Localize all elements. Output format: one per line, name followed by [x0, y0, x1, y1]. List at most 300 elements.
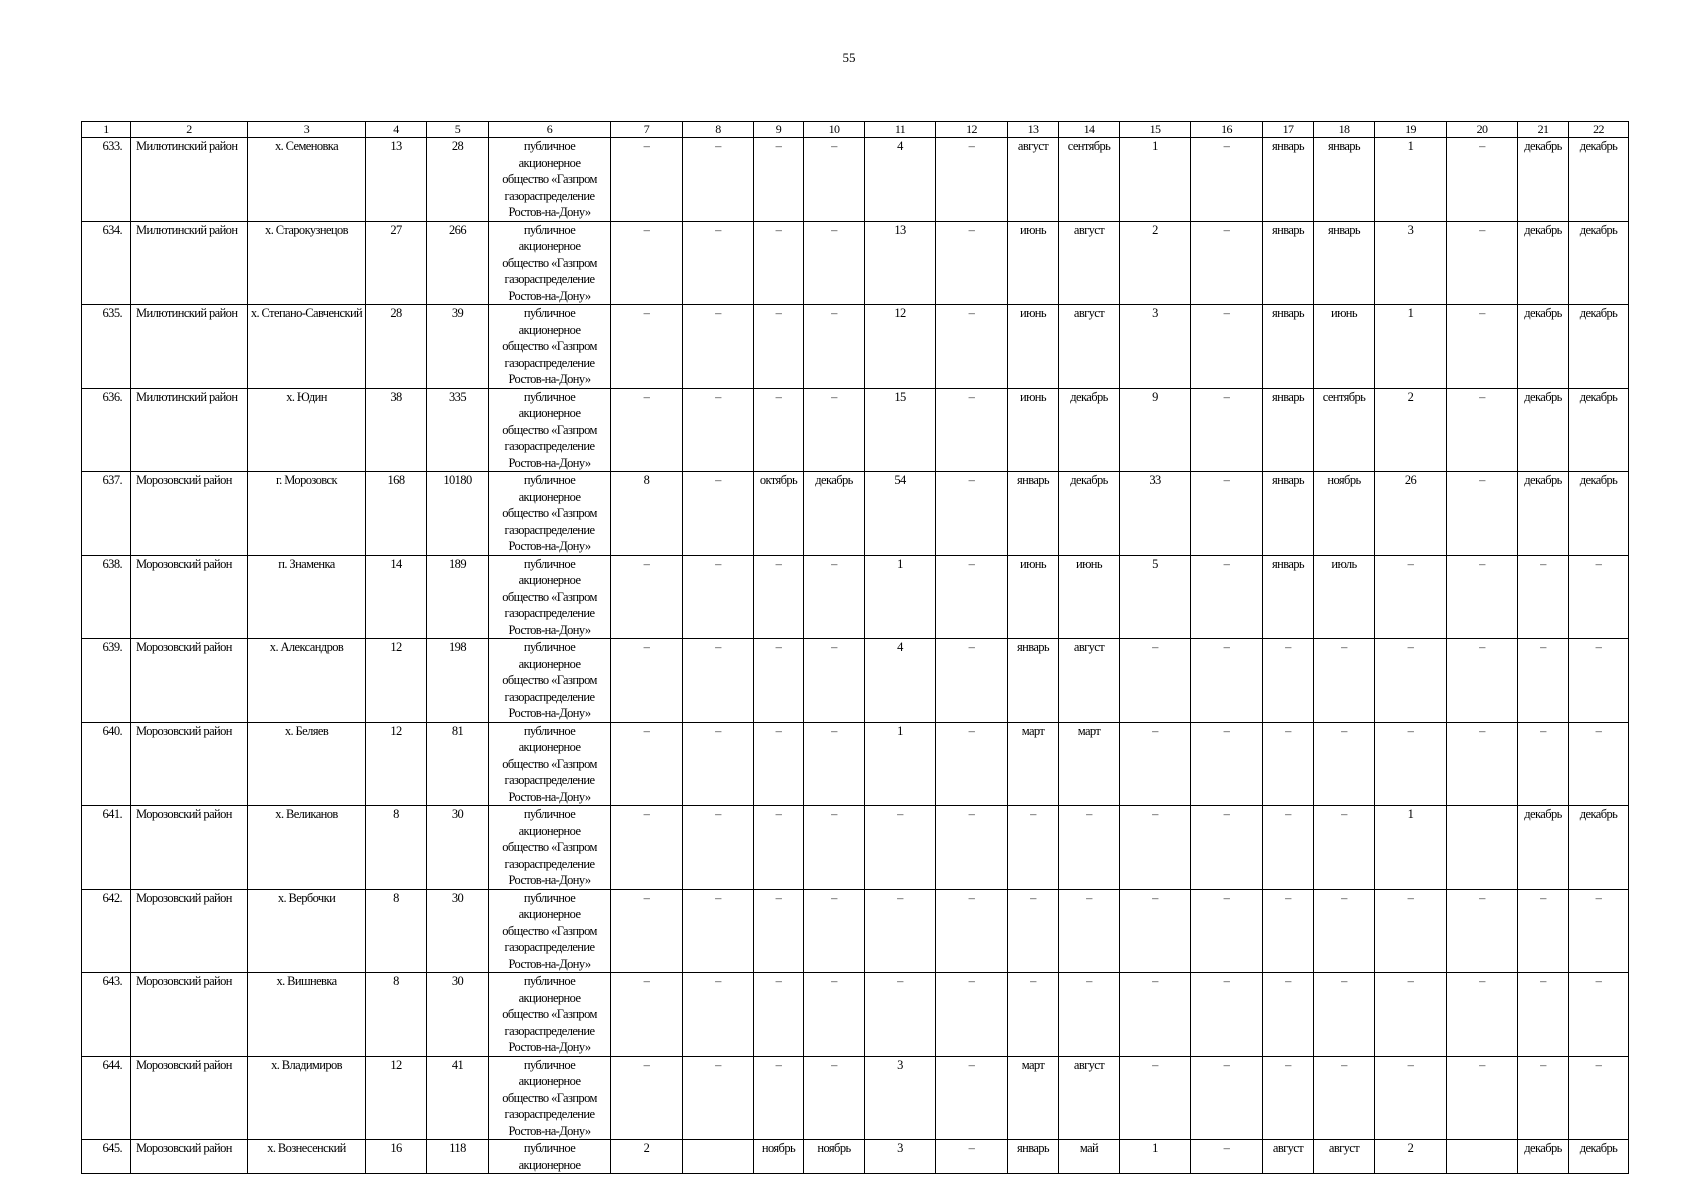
data-cell-col-21: –	[1518, 639, 1569, 723]
data-cell-col-19: 3	[1375, 221, 1447, 305]
data-cell-col-4: 8	[366, 973, 427, 1057]
data-cell-col-8: –	[683, 973, 754, 1057]
data-cell-col-7: –	[611, 973, 683, 1057]
organization-name-line: газораспределение	[504, 1107, 595, 1121]
row-number: 643.	[82, 973, 131, 1057]
organization-name-line: газораспределение	[504, 439, 595, 453]
column-header-7: 7	[611, 122, 683, 138]
data-cell-col-19: –	[1375, 1056, 1447, 1140]
data-cell-col-4: 14	[366, 555, 427, 639]
data-cell-col-21: –	[1518, 555, 1569, 639]
organization-name-line: публичное	[523, 974, 576, 988]
data-cell-col-14: июнь	[1059, 555, 1120, 639]
data-cell-col-21: –	[1518, 889, 1569, 973]
data-cell-col-12: –	[936, 221, 1008, 305]
organization-name-line: газораспределение	[504, 188, 595, 203]
column-header-1: 1	[82, 122, 131, 138]
column-header-11: 11	[865, 122, 936, 138]
organization-cell	[489, 806, 611, 890]
column-header-8: 8	[683, 122, 754, 138]
data-cell-col-7: –	[611, 806, 683, 890]
data-cell-col-13: июнь	[1008, 388, 1059, 472]
data-cell-col-4: 168	[366, 472, 427, 556]
organization-name-line: акционерное	[518, 406, 581, 420]
data-cell-col-8: –	[683, 1056, 754, 1140]
data-cell-col-10: –	[804, 305, 865, 389]
table-row	[82, 722, 1629, 806]
row-number: 638.	[82, 555, 131, 639]
organization-name-line: общество «Газпром	[502, 422, 597, 437]
data-cell-col-12: –	[936, 472, 1008, 556]
data-cell-col-7: –	[611, 639, 683, 723]
data-cell-col-5: 28	[427, 138, 489, 222]
data-cell-col-16: –	[1191, 221, 1263, 305]
data-cell-col-12: –	[936, 305, 1008, 389]
data-cell-col-15: –	[1120, 722, 1191, 806]
data-cell-col-4: 8	[366, 806, 427, 890]
data-cell-col-22: декабрь	[1569, 472, 1629, 556]
data-cell-col-19: 1	[1375, 806, 1447, 890]
column-header-2: 2	[131, 122, 248, 138]
organization-name-line: акционерное	[518, 656, 581, 671]
data-cell-col-16: –	[1191, 472, 1263, 556]
data-cell-col-8: –	[683, 388, 754, 472]
data-cell-col-20: –	[1447, 388, 1518, 472]
district-cell: Морозовский район	[131, 722, 248, 806]
data-cell-col-7: –	[611, 305, 683, 389]
data-cell-col-17: январь	[1263, 472, 1314, 556]
data-cell-col-10: декабрь	[804, 472, 865, 556]
organization-name-line: газораспределение	[504, 522, 595, 537]
data-cell-col-11: 54	[865, 472, 936, 556]
data-cell-col-8: –	[683, 472, 754, 556]
data-cell-col-10: –	[804, 973, 865, 1057]
data-cell-col-10: –	[804, 555, 865, 639]
data-cell-col-7: 2	[611, 1140, 683, 1174]
data-cell-col-7: –	[611, 889, 683, 973]
settlement-cell: г. Морозовск	[248, 472, 366, 556]
data-cell-col-15: 3	[1120, 305, 1191, 389]
organization-name-line: Ростов-на-Дону»	[508, 789, 591, 804]
row-number: 641.	[82, 806, 131, 890]
data-cell-col-17: январь	[1263, 305, 1314, 389]
district-cell: Морозовский район	[131, 806, 248, 890]
data-cell-col-4: 28	[366, 305, 427, 389]
column-header-13: 13	[1008, 122, 1059, 138]
data-cell-col-18: –	[1314, 973, 1375, 1057]
data-cell-col-11: 4	[865, 138, 936, 222]
data-cell-col-10: –	[804, 889, 865, 973]
data-cell-col-5: 335	[427, 388, 489, 472]
data-cell-col-15: 9	[1120, 388, 1191, 472]
organization-name-line: газораспределение	[504, 773, 595, 787]
data-cell-col-5: 198	[427, 639, 489, 723]
data-cell-col-11: 13	[865, 221, 936, 305]
district-cell: Милютинский район	[131, 221, 248, 305]
organization-name-line: публичное	[523, 723, 576, 738]
settlement-cell: х. Юдин	[248, 388, 366, 472]
organization-name-line: общество «Газпром	[502, 1007, 597, 1021]
organization-name-line: общество «Газпром	[502, 589, 597, 604]
column-header-17: 17	[1263, 122, 1314, 138]
organization-name-line: публичное	[523, 389, 576, 404]
organization-name-line: публичное	[523, 1141, 576, 1155]
data-cell-col-9: ноябрь	[754, 1140, 804, 1174]
table-row	[82, 138, 1629, 222]
data-cell-col-20: –	[1447, 1056, 1518, 1140]
organization-cell	[489, 889, 611, 973]
data-cell-col-15: 2	[1120, 221, 1191, 305]
row-number: 645.	[82, 1140, 131, 1174]
data-cell-col-15: –	[1120, 1056, 1191, 1140]
data-cell-col-22: декабрь	[1569, 138, 1629, 222]
data-cell-col-20: –	[1447, 722, 1518, 806]
data-cell-col-13: июнь	[1008, 305, 1059, 389]
data-cell-col-4: 27	[366, 221, 427, 305]
organization-cell	[489, 555, 611, 639]
organization-cell	[489, 722, 611, 806]
data-cell-col-13: июнь	[1008, 221, 1059, 305]
data-cell-col-14: август	[1059, 639, 1120, 723]
data-cell-col-22: декабрь	[1569, 221, 1629, 305]
organization-name-line: публичное	[523, 890, 576, 905]
organization-cell	[489, 1056, 611, 1140]
data-cell-col-15: 5	[1120, 555, 1191, 639]
row-number: 642.	[82, 889, 131, 973]
data-cell-col-21: –	[1518, 973, 1569, 1057]
column-header-19: 19	[1375, 122, 1447, 138]
data-cell-col-15: 1	[1120, 138, 1191, 222]
data-cell-col-13: январь	[1008, 639, 1059, 723]
data-cell-col-21: –	[1518, 722, 1569, 806]
organization-name-line: Ростов-на-Дону»	[508, 873, 591, 887]
organization-name-line: газораспределение	[504, 856, 595, 871]
data-cell-col-13: июнь	[1008, 555, 1059, 639]
data-cell-col-18: –	[1314, 639, 1375, 723]
data-cell-col-18: август	[1314, 1140, 1375, 1174]
settlement-cell: х. Великанов	[248, 806, 366, 890]
data-cell-col-20	[1447, 1140, 1518, 1174]
data-cell-col-4: 8	[366, 889, 427, 973]
organization-name-line: акционерное	[518, 1074, 581, 1088]
settlement-cell: х. Старокузнецов	[248, 221, 366, 305]
organization-name-line: общество «Газпром	[502, 923, 597, 938]
data-cell-col-16: –	[1191, 1056, 1263, 1140]
data-cell-col-17: январь	[1263, 221, 1314, 305]
table-row	[82, 1056, 1629, 1140]
data-cell-col-13: март	[1008, 722, 1059, 806]
data-cell-col-21: декабрь	[1518, 388, 1569, 472]
organization-cell	[489, 138, 611, 222]
data-cell-col-9: –	[754, 138, 804, 222]
organization-name-line: акционерное	[518, 155, 581, 170]
data-cell-col-21: декабрь	[1518, 1140, 1569, 1174]
data-cell-col-18: июнь	[1314, 305, 1375, 389]
data-cell-col-19: 2	[1375, 388, 1447, 472]
data-cell-col-7: –	[611, 1056, 683, 1140]
district-cell: Милютинский район	[131, 388, 248, 472]
data-cell-col-21: декабрь	[1518, 806, 1569, 890]
column-header-20: 20	[1447, 122, 1518, 138]
organization-name-line: публичное	[523, 306, 576, 320]
data-cell-col-14: декабрь	[1059, 472, 1120, 556]
data-cell-col-17: –	[1263, 1056, 1314, 1140]
data-cell-col-8	[683, 1140, 754, 1174]
table-row	[82, 221, 1629, 305]
data-cell-col-11: –	[865, 889, 936, 973]
organization-cell	[489, 973, 611, 1057]
data-cell-col-22: декабрь	[1569, 305, 1629, 389]
gasification-schedule-table	[81, 121, 1629, 1174]
table-row	[82, 472, 1629, 556]
data-cell-col-16: –	[1191, 388, 1263, 472]
organization-name-line: общество «Газпром	[502, 172, 597, 186]
data-cell-col-22: –	[1569, 889, 1629, 973]
data-cell-col-8: –	[683, 639, 754, 723]
organization-name-line: общество «Газпром	[502, 1090, 597, 1105]
data-cell-col-4: 38	[366, 388, 427, 472]
page-number: 55	[842, 50, 856, 65]
organization-name-line: акционерное	[518, 239, 581, 253]
data-cell-col-16: –	[1191, 722, 1263, 806]
data-cell-col-11: 4	[865, 639, 936, 723]
data-cell-col-12: –	[936, 555, 1008, 639]
data-cell-col-12: –	[936, 806, 1008, 890]
organization-name-line: акционерное	[518, 573, 581, 587]
district-cell: Морозовский район	[131, 472, 248, 556]
settlement-cell: п. Знаменка	[248, 555, 366, 639]
data-cell-col-15: 33	[1120, 472, 1191, 556]
data-cell-col-7: –	[611, 722, 683, 806]
data-cell-col-9: –	[754, 305, 804, 389]
organization-name-line: общество «Газпром	[502, 840, 597, 854]
data-cell-col-9: –	[754, 722, 804, 806]
data-cell-col-22: –	[1569, 639, 1629, 723]
organization-name-line: Ростов-на-Дону»	[508, 956, 591, 971]
organization-name-line: газораспределение	[504, 1023, 595, 1038]
data-cell-col-12: –	[936, 138, 1008, 222]
data-cell-col-22: декабрь	[1569, 388, 1629, 472]
district-cell: Морозовский район	[131, 889, 248, 973]
column-header-15: 15	[1120, 122, 1191, 138]
column-header-12: 12	[936, 122, 1008, 138]
data-cell-col-11: 15	[865, 388, 936, 472]
data-cell-col-4: 12	[366, 1056, 427, 1140]
data-cell-col-17: –	[1263, 722, 1314, 806]
organization-name-line: Ростов-на-Дону»	[508, 539, 591, 553]
data-cell-col-14: –	[1059, 973, 1120, 1057]
data-cell-col-5: 39	[427, 305, 489, 389]
data-cell-col-20: –	[1447, 305, 1518, 389]
data-cell-col-13: март	[1008, 1056, 1059, 1140]
data-cell-col-8: –	[683, 305, 754, 389]
table-header	[82, 122, 1629, 138]
table-row	[82, 388, 1629, 472]
data-cell-col-21: –	[1518, 1056, 1569, 1140]
column-header-22: 22	[1569, 122, 1629, 138]
data-cell-col-18: –	[1314, 1056, 1375, 1140]
district-cell: Милютинский район	[131, 305, 248, 389]
organization-name-line: газораспределение	[504, 355, 595, 370]
data-cell-col-11: 3	[865, 1056, 936, 1140]
organization-name-line: публичное	[523, 222, 576, 237]
data-cell-col-19: –	[1375, 555, 1447, 639]
data-cell-col-19: –	[1375, 722, 1447, 806]
organization-name-line: газораспределение	[504, 940, 595, 954]
data-cell-col-5: 30	[427, 889, 489, 973]
settlement-cell: х. Владимиров	[248, 1056, 366, 1140]
organization-cell	[489, 388, 611, 472]
column-header-3: 3	[248, 122, 366, 138]
data-cell-col-16: –	[1191, 806, 1263, 890]
data-cell-col-11: 12	[865, 305, 936, 389]
organization-name-line: Ростов-на-Дону»	[508, 372, 591, 386]
data-cell-col-10: ноябрь	[804, 1140, 865, 1174]
data-cell-col-18: –	[1314, 722, 1375, 806]
data-cell-col-20: –	[1447, 138, 1518, 222]
data-cell-col-11: –	[865, 973, 936, 1057]
table-row	[82, 973, 1629, 1057]
data-cell-col-18: ноябрь	[1314, 472, 1375, 556]
data-cell-col-19: –	[1375, 973, 1447, 1057]
data-cell-col-9: октябрь	[754, 472, 804, 556]
data-cell-col-17: –	[1263, 889, 1314, 973]
data-cell-col-19: 2	[1375, 1140, 1447, 1174]
data-cell-col-19: –	[1375, 889, 1447, 973]
organization-name-line: публичное	[523, 139, 576, 153]
row-number: 640.	[82, 722, 131, 806]
settlement-cell: х. Вербочки	[248, 889, 366, 973]
organization-name-line: общество «Газпром	[502, 339, 597, 353]
data-cell-col-7: 8	[611, 472, 683, 556]
data-cell-col-10: –	[804, 388, 865, 472]
organization-name-line: акционерное	[518, 489, 581, 504]
data-cell-col-5: 30	[427, 806, 489, 890]
column-header-4: 4	[366, 122, 427, 138]
data-cell-col-15: –	[1120, 806, 1191, 890]
organization-name-line: газораспределение	[504, 689, 595, 704]
data-cell-col-20: –	[1447, 639, 1518, 723]
data-cell-col-14: сентябрь	[1059, 138, 1120, 222]
data-cell-col-7: –	[611, 388, 683, 472]
data-cell-col-12: –	[936, 1140, 1008, 1174]
data-cell-col-8: –	[683, 889, 754, 973]
row-number: 637.	[82, 472, 131, 556]
settlement-cell: х. Александров	[248, 639, 366, 723]
data-cell-col-16: –	[1191, 555, 1263, 639]
data-cell-col-12: –	[936, 973, 1008, 1057]
data-cell-col-10: –	[804, 1056, 865, 1140]
data-cell-col-20: –	[1447, 889, 1518, 973]
data-cell-col-19: –	[1375, 639, 1447, 723]
data-cell-col-4: 13	[366, 138, 427, 222]
data-cell-col-15: 1	[1120, 1140, 1191, 1174]
data-cell-col-12: –	[936, 889, 1008, 973]
data-cell-col-14: –	[1059, 806, 1120, 890]
district-cell: Морозовский район	[131, 639, 248, 723]
settlement-cell: х. Вознесенский	[248, 1140, 366, 1174]
data-cell-col-21: декабрь	[1518, 305, 1569, 389]
table-body	[82, 138, 1629, 1174]
organization-name-line: общество «Газпром	[502, 756, 597, 771]
data-cell-col-9: –	[754, 555, 804, 639]
data-cell-col-4: 12	[366, 722, 427, 806]
row-number: 639.	[82, 639, 131, 723]
data-cell-col-16: –	[1191, 1140, 1263, 1174]
data-cell-col-12: –	[936, 1056, 1008, 1140]
data-cell-col-16: –	[1191, 138, 1263, 222]
settlement-cell: х. Вишневка	[248, 973, 366, 1057]
organization-name-line: публичное	[523, 807, 576, 821]
row-number: 644.	[82, 1056, 131, 1140]
data-cell-col-11: 1	[865, 555, 936, 639]
data-cell-col-19: 1	[1375, 305, 1447, 389]
data-cell-col-10: –	[804, 806, 865, 890]
data-cell-col-21: декабрь	[1518, 472, 1569, 556]
data-cell-col-12: –	[936, 722, 1008, 806]
data-cell-col-22: –	[1569, 973, 1629, 1057]
data-cell-col-20: –	[1447, 555, 1518, 639]
data-cell-col-16: –	[1191, 639, 1263, 723]
data-cell-col-5: 30	[427, 973, 489, 1057]
data-cell-col-4: 16	[366, 1140, 427, 1174]
row-number: 635.	[82, 305, 131, 389]
organization-name-line: акционерное	[518, 907, 581, 921]
data-cell-col-20: –	[1447, 472, 1518, 556]
data-cell-col-14: август	[1059, 221, 1120, 305]
data-cell-col-17: –	[1263, 806, 1314, 890]
data-cell-col-21: декабрь	[1518, 221, 1569, 305]
settlement-cell: х. Беляев	[248, 722, 366, 806]
data-cell-col-9: –	[754, 639, 804, 723]
data-cell-col-16: –	[1191, 973, 1263, 1057]
data-cell-col-17: –	[1263, 973, 1314, 1057]
column-header-14: 14	[1059, 122, 1120, 138]
data-cell-col-18: июль	[1314, 555, 1375, 639]
data-cell-col-11: 1	[865, 722, 936, 806]
data-cell-col-14: май	[1059, 1140, 1120, 1174]
data-cell-col-9: –	[754, 388, 804, 472]
column-header-18: 18	[1314, 122, 1375, 138]
settlement-cell: х. Степано-Савченский	[248, 305, 366, 389]
data-cell-col-18: –	[1314, 806, 1375, 890]
row-number: 633.	[82, 138, 131, 222]
row-number: 636.	[82, 388, 131, 472]
organization-name-line: Ростов-на-Дону»	[508, 288, 591, 303]
data-cell-col-18: январь	[1314, 138, 1375, 222]
table-row	[82, 555, 1629, 639]
organization-name-line: Ростов-на-Дону»	[508, 1040, 591, 1054]
data-cell-col-9: –	[754, 1056, 804, 1140]
organization-name-line: общество «Газпром	[502, 506, 597, 520]
data-cell-col-8: –	[683, 722, 754, 806]
data-cell-col-4: 12	[366, 639, 427, 723]
organization-name-line: общество «Газпром	[502, 673, 597, 687]
data-cell-col-17: январь	[1263, 555, 1314, 639]
organization-name-line: акционерное	[518, 1157, 581, 1172]
organization-name-line: газораспределение	[504, 606, 595, 620]
data-cell-col-8: –	[683, 138, 754, 222]
data-cell-col-15: –	[1120, 639, 1191, 723]
organization-name-line: акционерное	[518, 740, 581, 754]
data-cell-col-18: сентябрь	[1314, 388, 1375, 472]
data-cell-col-15: –	[1120, 973, 1191, 1057]
data-cell-col-7: –	[611, 138, 683, 222]
organization-name-line: акционерное	[518, 990, 581, 1005]
data-cell-col-10: –	[804, 221, 865, 305]
organization-name-line: Ростов-на-Дону»	[508, 706, 591, 720]
data-cell-col-5: 41	[427, 1056, 489, 1140]
